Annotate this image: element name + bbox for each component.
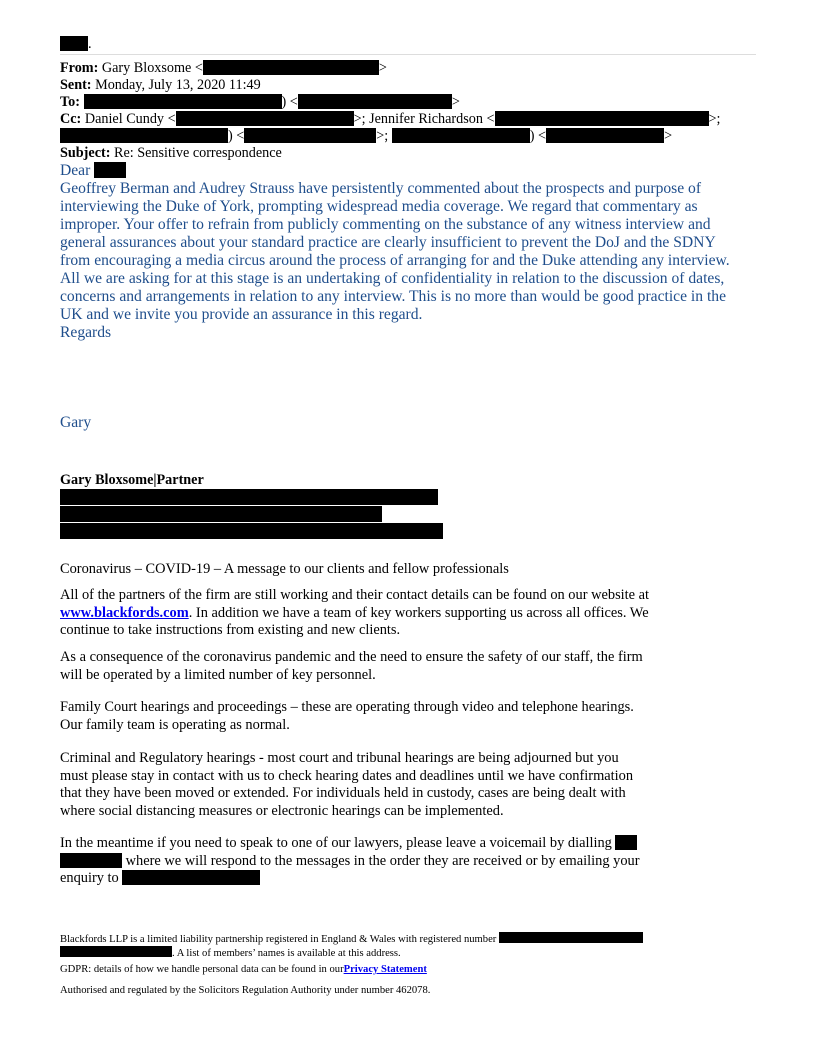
letter-body: Geoffrey Berman and Audrey Strauss have persistently commented about the prospects and purpose of interviewing the Duke of York, prompting widespread media coverage. We regard that commentary as improper. Your offer to refrain from publicly commenting on the substance of any witness interview and general assurances about your standard practice are clearly insufficient to prevent the DoJ and the SDNY from encouraging a media circus around the process of arranging for and the Duke attending any interview. All we are asking for at this stage is an undertaking of confidentiality in relation to the discussion of dates, concerns and arrangements in relation to any interview. This is no more than would be good practice in the UK and we invite you provide an assurance in this regard. bbox=[60, 180, 730, 323]
legal-notice: Blackfords LLP is a limited liability partnership registered in England & Wales with registered number . A list of members’ names is available at this address. bbox=[60, 932, 643, 960]
notice-title: Coronavirus – COVID-19 – A message to our clients and fellow professionals bbox=[60, 561, 509, 577]
notice-paragraph-3: Family Court hearings and proceedings – these are operating through video and telephone hearings. Our family team is operating as normal. bbox=[60, 699, 634, 733]
notice-paragraph-4: Criminal and Regulatory hearings - most court and tribunal hearings are being adjourned but you must please stay in contact with us to check hearing dates and deadlines until we have confirmation that they have been moved or extended. For individuals held in custody, cases are being dealt with where social distancing measures or electronic hearings can be implemented. bbox=[60, 750, 634, 819]
privacy-statement-link[interactable]: Privacy Statement bbox=[343, 964, 427, 975]
redacted-signature-line bbox=[60, 506, 382, 522]
website-link[interactable]: www.blackfords.com bbox=[60, 604, 189, 621]
notice-paragraph-1: All of the partners of the firm are still working and their contact details can be found on our website at www.blackfords.com. In addition we have a team of key workers supporting us across all offices. We continue to take instructions from existing and new clients. bbox=[60, 587, 650, 638]
closing: Regards bbox=[60, 324, 112, 341]
cc-line-2: ) < >; ) < > bbox=[60, 128, 672, 145]
signoff: Gary bbox=[60, 414, 92, 431]
sent-line: Sent: Monday, July 13, 2020 11:49 bbox=[60, 77, 261, 93]
gdpr-notice: GDPR: details of how we handle personal data can be found in ourPrivacy Statement bbox=[60, 964, 427, 975]
signature-name: Gary Bloxsome|Partner bbox=[60, 472, 204, 488]
notice-paragraph-2: As a consequence of the coronavirus pandemic and the need to ensure the safety of our staff, the firm will be operated by a limited number of key personnel. bbox=[60, 649, 643, 683]
cc-line: Cc: Daniel Cundy < >; Jennifer Richardson < >; bbox=[60, 111, 721, 127]
redacted-header-mark: . bbox=[60, 36, 92, 53]
subject-line: Subject: Re: Sensitive correspondence bbox=[60, 145, 282, 161]
redacted-signature-line bbox=[60, 523, 443, 539]
from-line: From: Gary Bloxsome < > bbox=[60, 60, 387, 76]
redacted-signature-line bbox=[60, 489, 438, 505]
salutation: Dear bbox=[60, 162, 126, 180]
to-line: To: ) < > bbox=[60, 94, 460, 110]
notice-paragraph-5: In the meantime if you need to speak to one of our lawyers, please leave a voicemail by dialling where we will respond to the messages in the order they are received or by emailing your enquiry to bbox=[60, 835, 640, 886]
divider bbox=[60, 54, 756, 55]
sra-notice: Authorised and regulated by the Solicitors Regulation Authority under number 462078. bbox=[60, 985, 431, 996]
